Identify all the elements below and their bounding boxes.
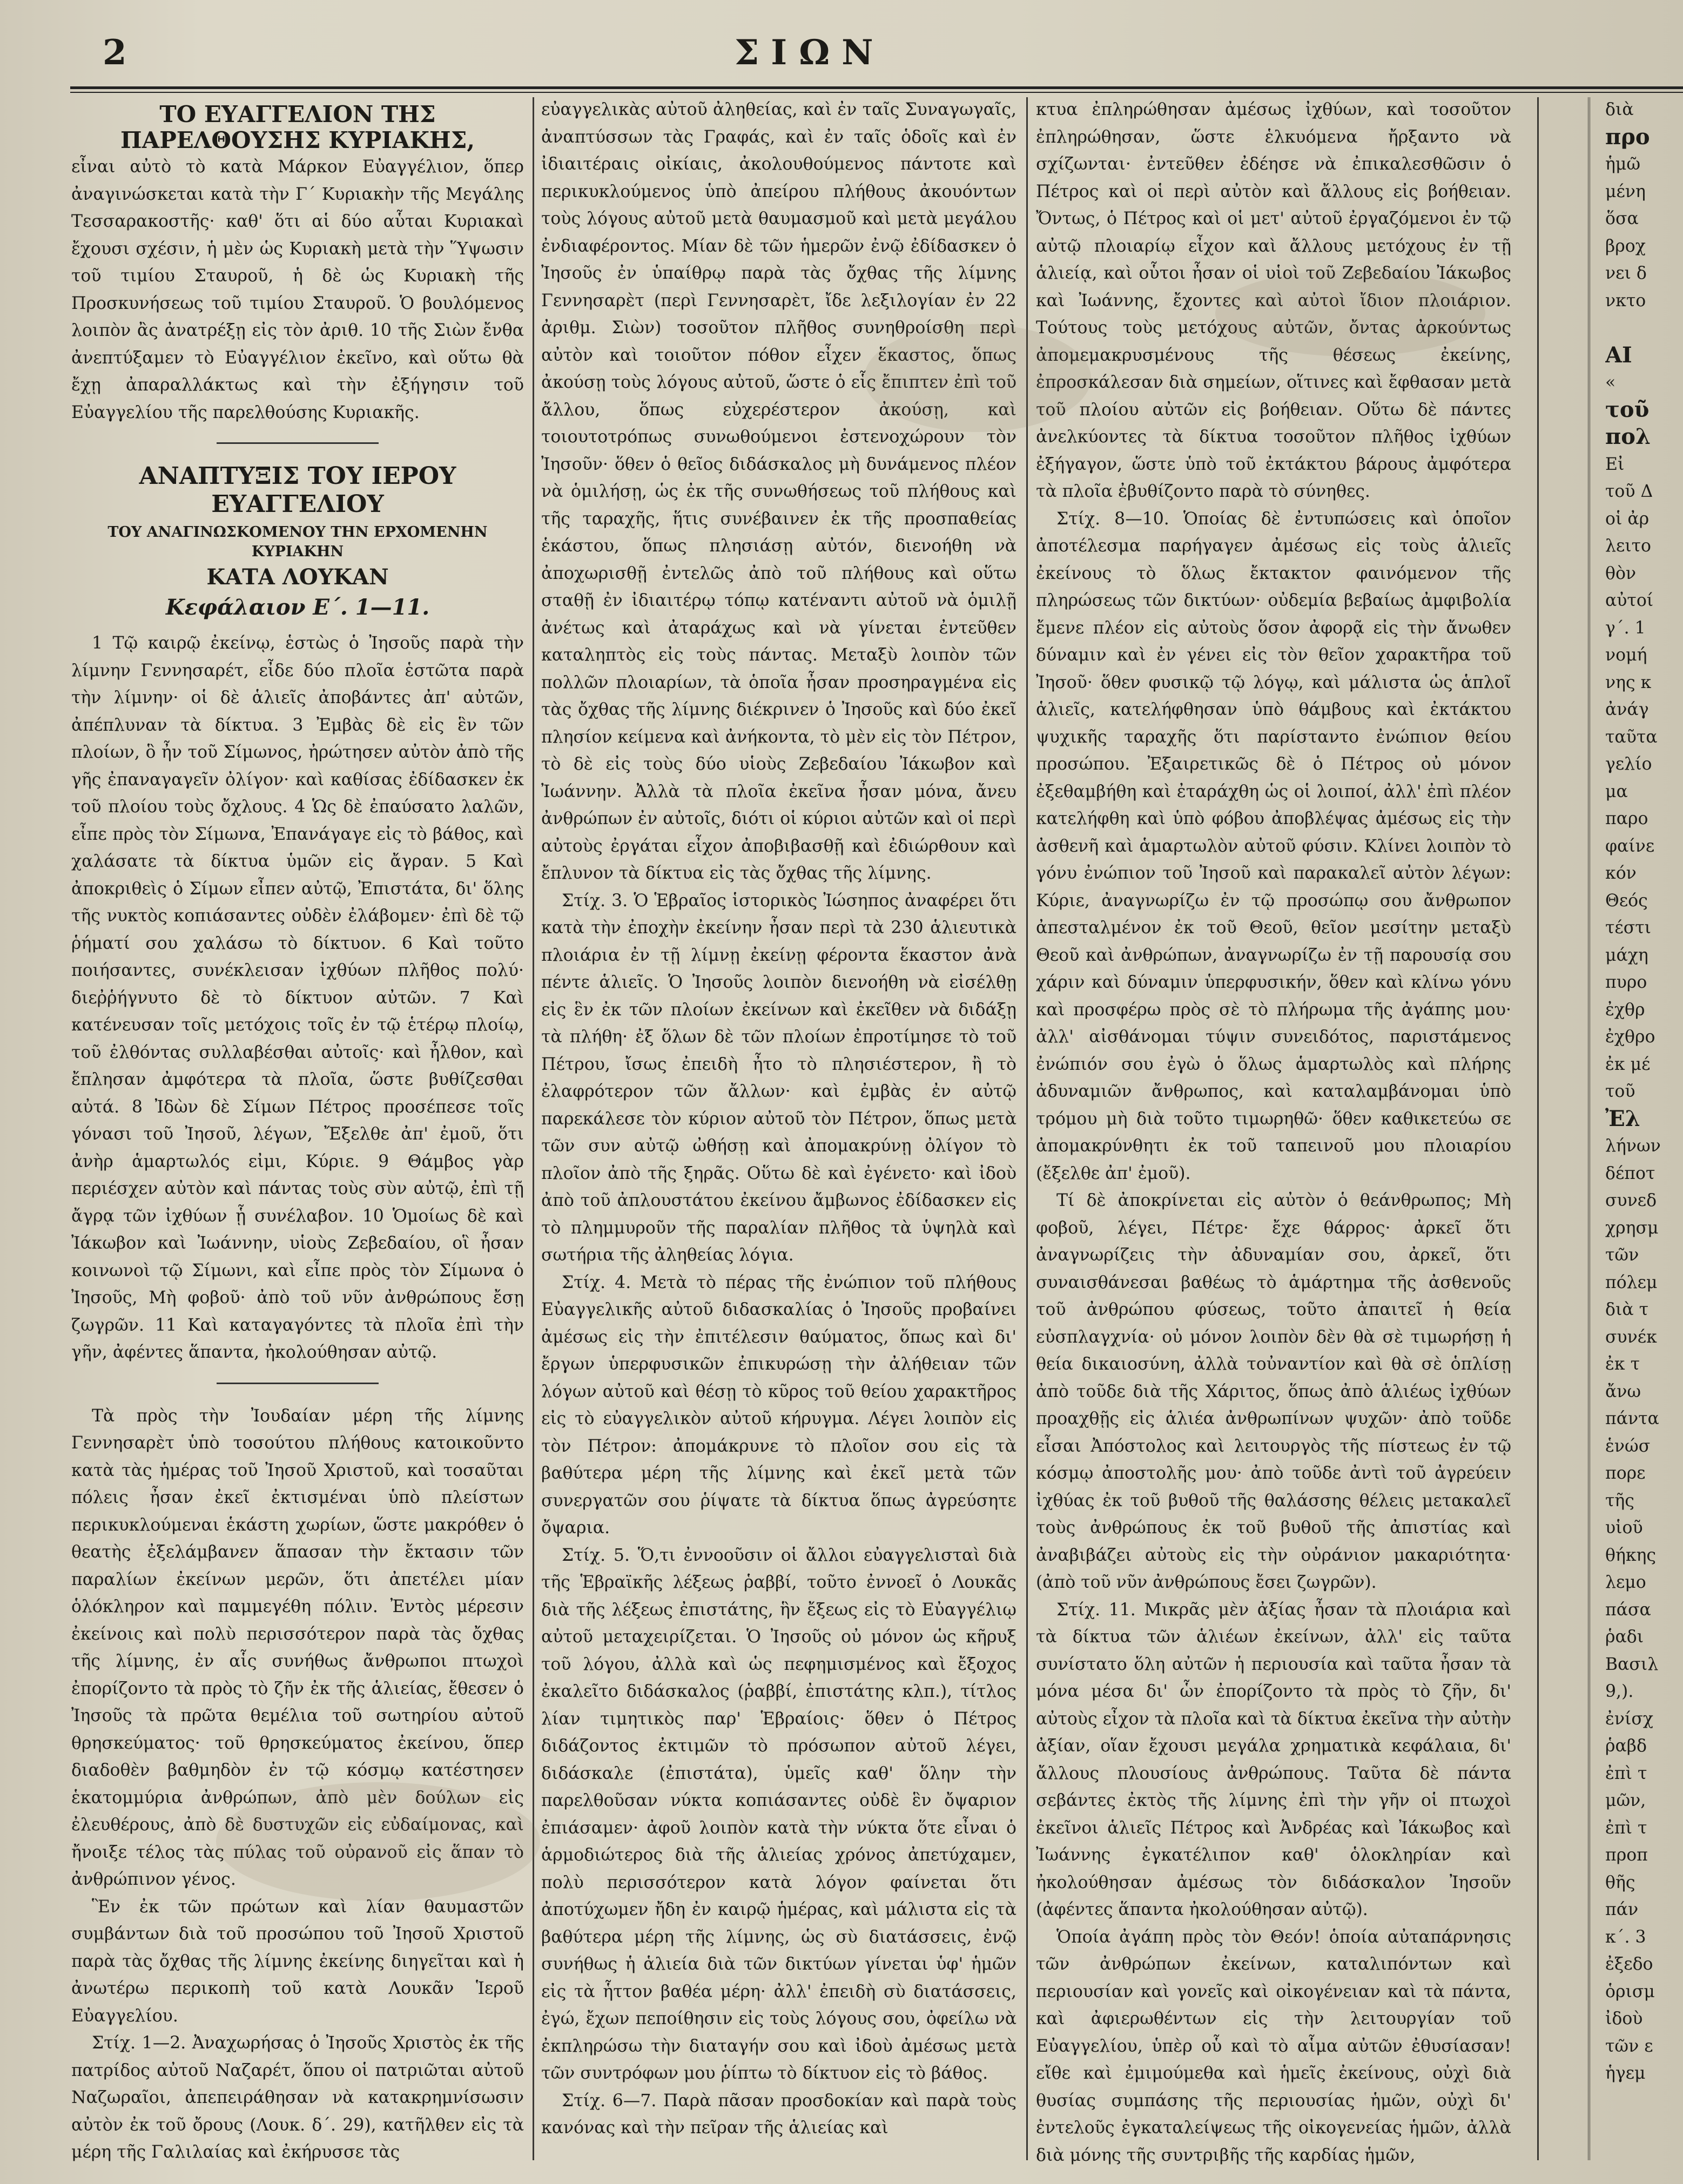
cropped-text-fragment: θὸν <box>1605 563 1637 583</box>
cropped-text-fragment: ἐξεδο <box>1605 1954 1653 1974</box>
cropped-text-fragment: δέποτ <box>1605 1163 1655 1183</box>
cropped-text-fragment: ὅσα <box>1605 209 1639 228</box>
cropped-text-fragment: ἀνάγ <box>1605 700 1649 719</box>
cropped-text-fragment: χρησμ <box>1605 1218 1659 1238</box>
commentary-paragraph: Στίχ. 6—7. Παρὰ πᾶσαν προσδοκίαν καὶ παρὰ τοὺς κανόνας καὶ τὴν πεῖραν τῆς ἁλιείας καὶ <box>541 2091 1016 2138</box>
commentary-paragraph: Στίχ. 3. Ὁ Ἑβραῖος ἱστορικὸς Ἰώσηπος ἀναφέρει ὅτι κατὰ τὴν ἐποχὴν ἐκείνην ἦσαν περὶ τὰ 230 ἁλιευτικὰ πλοιάρια ἐν τῇ λίμνῃ ἐκείνῃ φέροντα ἕκαστον ἀνὰ πέντε ἁλιεῖς. Ὁ Ἰησοῦς λοιπὸν διενοήθη νὰ εἰσέλθῃ εἰς ἓν ἐκ τῶν πλοίων ἐκείνων καὶ ἐκεῖθεν νὰ διδάξῃ τὰ πλήθη· ἐξ ὅλων δὲ τῶν πλοίων ἐπροτίμησε τὸ τοῦ Πέτρου, ἴσως ἐπειδὴ ἦτο τὸ πλησιέστερον, ἢ τὸ ἐλαφρότερον τῶν ἄλλων· καὶ ἐμβὰς ἐν αὐτῷ παρεκάλεσε τὸν κύριον αὐτοῦ τὸν Πέτρον, ὅπως μετὰ τῶν συν αὐτῷ ὠθήσῃ καὶ ἀπομακρύνῃ ὀλίγον τὸ πλοῖον ἀπὸ τῆς ξηρᾶς. Οὕτω δὲ καὶ ἐγένετο· καὶ ἰδοὺ ἀπὸ τοῦ ἀπλουστάτου ἐκείνου ἄμβωνος ἐδίδασκεν εἰς τὸ πλημμυροῦν τῆς παραλίαν πλῆθος τὰ ὑψηλὰ καὶ σωτήρια τῆς ἀληθείας λόγια. <box>541 891 1016 1265</box>
cropped-text-fragment: Βασιλ <box>1605 1654 1659 1674</box>
cropped-text-fragment: προπ <box>1605 1845 1648 1865</box>
column-4-cropped <box>1605 96 1683 2165</box>
cropped-text-fragment: 9,). <box>1605 1682 1634 1701</box>
cropped-text-fragment: συνέκ <box>1605 1327 1657 1347</box>
cropped-text-fragment: διὰ τ <box>1605 1300 1649 1319</box>
page-number: 2 <box>103 32 127 73</box>
cropped-text-fragment: πολ <box>1605 424 1651 449</box>
column-rule <box>1537 97 1539 2160</box>
cropped-text-fragment: κ΄. 3 <box>1605 1927 1646 1947</box>
cropped-text-fragment: διὰ <box>1605 100 1634 119</box>
gospel-text: 1 Τῷ καιρῷ ἐκείνῳ, ἑστὼς ὁ Ἰησοῦς παρὰ τὴν λίμνην Γεννησαρέτ, εἶδε δύο πλοῖα ἑστῶτα παρὰ τὴν λίμνην· οἱ δὲ ἁλιεῖς ἀποβάντες ἀπ' αὐτῶν, ἀπέπλυναν τὰ δίκτυα. 3 Ἐμβὰς δὲ εἰς ἓν τῶν πλοίων, ὃ ἦν τοῦ Σίμωνος, ἠρώτησεν αὐτὸν ἀπὸ τῆς γῆς ἐπαναγαγεῖν ὀλίγον· καὶ καθίσας ἐδίδασκεν ἐκ τοῦ πλοίου τοὺς ὄχλους. 4 Ὡς δὲ ἐπαύσατο λαλῶν, εἶπε πρὸς τὸν Σίμωνα, Ἐπανάγαγε εἰς τὸ βάθος, καὶ χαλάσατε τὰ δίκτυα ὑμῶν εἰς ἄγραν. 5 Καὶ ἀποκριθεὶς ὁ Σίμων εἶπεν αὐτῷ, Ἐπιστάτα, δι' ὅλης τῆς νυκτὸς κοπιάσαντες οὐδὲν ἐλάβομεν· ἐπὶ δὲ τῷ ῥήματί σου χαλάσω τὸ δίκτυον. 6 Καὶ τοῦτο ποιήσαντες, συνέκλεισαν ἰχθύων πλῆθος πολύ· διεῤῥήγνυτο δὲ τὸ δίκτυον αὐτῶν. 7 Καὶ κατένευσαν τοῖς μετόχοις τοῖς ἐν τῷ ἑτέρῳ πλοίῳ, τοῦ ἐλθόντας συλλαβέσθαι αὐτοῖς· καὶ ἦλθον, καὶ ἔπλησαν ἀμφότερα τὰ πλοῖα, ὥστε βυθίζεσθαι αὐτά. 8 Ἰδὼν δὲ Σίμων Πέτρος προσέπεσε τοῖς γόνασι τοῦ Ἰησοῦ, λέγων, Ἔξελθε ἀπ' ἐμοῦ, ὅτι ἀνὴρ ἁμαρτωλός εἰμι, Κύριε. 9 Θάμβος γὰρ περιέσχεν αὐτὸν καὶ πάντας τοὺς σὺν αὐτῷ, ἐπὶ τῇ ἄγρᾳ τῶν ἰχθύων ᾗ συνέλαβον. 10 Ὁμοίως δὲ καὶ Ἰάκωβον καὶ Ἰωάννην, υἱοὺς Ζεβεδαίου, οἳ ἦσαν κοινωνοὶ τῷ Σίμωνι, καὶ εἶπε πρὸς τὸν Σίμωνα ὁ Ἰησοῦς, Μὴ φοβοῦ· ἀπὸ τοῦ νῦν ἀνθρώπους ἔσῃ ζωγρῶν. 11 Καὶ καταγαγόντες τὰ πλοῖα ἐπὶ τὴν γῆν, ἀφέντες ἅπαντα, ἠκολούθησαν αὐτῷ. <box>71 633 524 1362</box>
commentary-paragraph: Στίχ. 11. Μικρᾶς μὲν ἀξίας ἦσαν τὰ πλοιάρια καὶ τὰ δίκτυα τῶν ἁλιέων ἐκείνων, ἀλλ' εἰς ταῦτα συνίστατο ὅλη αὐτῶν ἡ περιουσία καὶ ταῦτα ἦσαν τὰ μόνα μέσα δι' ὧν ἐπορίζοντο τὰ πρὸς τὸ ζῆν, δι' αὐτοὺς εἶχον τὰ πλοῖα καὶ τὰ δίκτυα ἐκεῖνα τὴν αὐτὴν ἀξίαν, οἵαν ἔχουσι μεγάλα χρηματικὰ κεφάλαια, δι' ἄλλους πλουσίους ἀνθρώπους. Ταῦτα δὲ πάντα σεβάντες ἐκτὸς τῆς λίμνης ἐπὶ τὴν γῆν οἱ πτωχοὶ ἐκεῖνοι ἁλιεῖς Πέτρος καὶ Ἀνδρέας καὶ Ἰάκωβος καὶ Ἰωάννης ἐγκατέλιπον καθ' ὁλοκληρίαν καὶ ἠκολούθησαν ἀμέσως τὸν διδάσκαλον Ἰησοῦν (ἀφέντες ἅπαντα ἠκολούθησαν αὐτῷ). <box>1036 1600 1511 1919</box>
cropped-text-fragment: ἐκ τ <box>1605 1354 1640 1374</box>
cropped-text-fragment: πάν <box>1605 1900 1639 1919</box>
cropped-text-fragment: συνεδ <box>1605 1191 1657 1210</box>
running-head <box>0 32 1683 81</box>
intro-paragraph: εἶναι αὐτὸ τὸ κατὰ Μάρκον Εὐαγγέλιον, ὅπερ ἀναγινώσκεται κατὰ τὴν Γ΄ Κυριακὴν τῆς Μεγάλης Τεσσαρακοστῆς· καθ' ὅτι αἱ δύο αὗται Κυριακαὶ ἔχουσι σχέσιν, ἡ μὲν ὡς Κυριακὴ μετὰ τὴν Ὕψωσιν τοῦ τιμίου Σταυροῦ, ἡ δὲ ὡς Κυριακὴ τῆς Προσκυνήσεως τοῦ τιμίου Σταυροῦ. Ὁ βουλόμενος λοιπὸν ἂς ἀνατρέξῃ εἰς τὸν ἀριθ. 10 τῆς Σιὼν ἔνθα ἀνεπτύξαμεν τὸ Εὐαγγέλιον ἐκεῖνο, καὶ οὕτω θὰ ἔχῃ ἀπαραλλάκτως καὶ τὴν ἐξήγησιν τοῦ Εὐαγγελίου τῆς παρελθούσης Κυριακῆς. <box>71 157 524 422</box>
cropped-text-fragment: λήνων <box>1605 1136 1661 1156</box>
cropped-text-fragment: ῥαβδ <box>1605 1736 1647 1756</box>
cropped-text-fragment: πάντα <box>1605 1409 1659 1428</box>
article-subtitle: ΤΟΥ ΑΝΑΓΙΝΩΣΚΟΜΕΝΟΥ ΤΗΝ ΕΡΧΟΜΕΝΗΝ ΚΥΡΙΑΚΗΝ <box>107 524 488 560</box>
cropped-text-fragment: θῆς <box>1605 1872 1635 1892</box>
cropped-text-fragment: ἐχθρ <box>1605 1000 1645 1020</box>
commentary-paragraph: κτυα ἐπληρώθησαν ἀμέσως ἰχθύων, καὶ τοσοῦτον ἐπληρώθησαν, ὥστε ἑλκυόμενα ἤρξαντο νὰ σχίζωνται· ἐντεῦθεν ἐδέησε νὰ ἐπικαλεσθῶσιν ὁ Πέτρος καὶ οἱ περὶ αὐτὸν καὶ ἄλλους εἰς βοήθειαν. Ὄντως, ὁ Πέτρος καὶ οἱ μετ' αὐτοῦ ἐργαζόμενοι ἐν τῷ αὐτῷ πλοιαρίῳ εἶχον καὶ ἄλλους μετόχους ἐν τῇ ἁλιείᾳ, καὶ οὗτοι ἦσαν οἱ υἱοὶ τοῦ Ζεβεδαίου Ἰάκωβος καὶ Ἰωάννης, ἔχοντες καὶ αὐτοὶ ἴδιον πλοιάριον. Τούτους τοὺς μετόχους αὐτῶν, ὄντας ἀρκούντως ἀπομεμακρυσμένους τῆς θέσεως ἐκείνης, ἐπροσκάλεσαν διὰ σημείων, οἵτινες καὶ ἔφθασαν μετὰ τοῦ πλοίου αὐτῶν εἰς βοήθειαν. Οὕτω δὲ πάντες ἀνελκύοντες τὰ δίκτυα τοσοῦτον πλῆθος ἰχθύων ἐξήγαγον, ὥστε ὑπὸ τοῦ ἐκτάκτου βάρους ἀμφότερα τὰ πλοῖα ἐβυθίζοντο παρὰ τὸ σύνηθες. <box>1036 100 1511 501</box>
cropped-text-fragment: ταῦτα <box>1605 727 1658 747</box>
column-1 <box>71 96 524 2165</box>
cropped-text-fragment: ἐκ μέ <box>1605 1054 1651 1074</box>
cropped-text-fragment: πόλεμ <box>1605 1272 1658 1292</box>
commentary-paragraph: Τί δὲ ἀποκρίνεται εἰς αὐτὸν ὁ θεάνθρωπος; Μὴ φοβοῦ, λέγει, Πέτρε· ἔχε θάρρος· ἀρκεῖ ὅτι ἀναγνωρίζεις τὴν ἀδυναμίαν σου, ἀρκεῖ, ὅτι συναισθάνεσαι βαθέως τὸ ἁμάρτημα τῆς ἀσθενοῦς τοῦ ἀνθρώπου φύσεως, τοῦτο ἀπαιτεῖ ἡ θεία εὐσπλαγχνία· οὐ μόνον λοιπὸν δὲν θὰ σὲ τιμωρήσῃ ἡ θεία δικαιοσύνη, ἀλλὰ τοὐναντίον καὶ θὰ σὲ ὁπλίσῃ ἀπὸ τοῦδε διὰ τῆς Χάριτος, ὅπως ἀπὸ ἁλιέως ἰχθύων προαχθῇς εἰς ἁλιέα ἀνθρωπίνων ψυχῶν· ἀπὸ τοῦδε εἶσαι Ἀπόστολος καὶ λειτουργὸς τῆς πίστεως ἐν τῷ κόσμῳ ἀποστολῆς μου· ἀπὸ τοῦδε ἀντὶ τοῦ ἀγρεύειν ἰχθύας ἐκ τοῦ βυθοῦ τῆς θαλάσσης θέλεις μετακαλεῖ τοὺς ἀνθρώπους ἐκ τοῦ βυθοῦ τῆς ἀπιστίας καὶ ἀναβιβάζει αὐτοὺς εἰς τὴν οὐράνιον μακαριότητα· (ἀπὸ τοῦ νῦν ἀνθρώπους ἔσει ζωγρῶν). <box>1036 1191 1511 1592</box>
article-title-gospel: ΑΝΑΠΤΥΞΙΣ ΤΟΥ ΙΕΡΟΥ ΕΥΑΓΓΕΛΙΟΥ <box>139 462 456 518</box>
cropped-text-fragment: ῥαδι <box>1605 1627 1644 1647</box>
cropped-text-fragment: τέστι <box>1605 918 1652 938</box>
commentary-paragraph: Στίχ. 5. Ὅ,τι ἐννοοῦσιν οἱ ἄλλοι εὐαγγελισταὶ διὰ τῆς Ἑβραϊκῆς λέξεως ῥαββί, τοῦτο ἐννοεῖ ὁ Λουκᾶς διὰ τῆς λέξεως ἐπιστάτης, ἣν ἔξεως εἰς τὸ Εὐαγγέλιῳ αὐτοῦ μεταχειρίζεται. Ὁ Ἰησοῦς οὐ μόνον ὡς κῆρυξ τοῦ λόγου, ἀλλὰ καὶ ὡς πεφημισμένος καὶ ἔξοχος ἐκαλεῖτο διδάσκαλος (ῥαββί, ἐπιστάτης κλπ.), τίτλος λίαν τιμητικὸς παρ' Ἑβραίοις· ὅθεν ὁ Πέτρος διδάζοντος ἐκτιμῶν τὸ πρόσωπον αὐτοῦ λέγει, διδάσκαλε (ἐπιστάτα), ὑμεῖς καθ' ὅλην τὴν παρελθοῦσαν νύκτα κοπιάσαντες οὐδὲ ἓν ὄψαριον ἐπιάσαμεν· ἀφοῦ λοιπὸν κατὰ τὴν νύκτα ὅτε εἶναι ὁ ἁρμοδιώτερος διὰ τῆς ἁλιείας χρόνος ἀπετύχαμεν, πολὺ περισσότερον κατὰ λόγον φαίνεται ὅτι ἀποτύχωμεν ἤδη ἐν καιρῷ ἡμέρας, καὶ μάλιστα εἰς τὰ βαθύτερα μέρη τῆς λίμνης, ὡς σὺ διατάσσεις, ἐνῷ συνήθως ἡ ἁλιεία διὰ τῶν δικτύων γίνεται ὑφ' ἡμῶν εἰς τὰ ἧττον βαθέα μέρη· ἀλλ' ἐπειδὴ σὺ διατάσσεις, ἐγώ, ἔχων πεποίθησιν εἰς τοὺς λόγους σου, ὀφείλω νὰ ἐκπληρώσω τὴν διαταγήν σου καὶ ἰδοὺ ἀμέσως μετὰ τῶν συντρόφων μου ῥίπτω τὸ δίκτυον εἰς τὸ βάθος. <box>541 1545 1016 2083</box>
cropped-text-fragment: πάσα <box>1605 1600 1651 1620</box>
cropped-text-fragment: προ <box>1605 124 1650 150</box>
cropped-text-fragment: Ἐλ <box>1605 1106 1640 1131</box>
cropped-text-fragment: νομή <box>1605 645 1647 665</box>
cropped-text-fragment: οἱ ἀρ <box>1605 509 1650 529</box>
cropped-text-fragment: γ΄. 1 <box>1605 618 1646 638</box>
cropped-text-fragment: ὁρισμ <box>1605 1981 1655 2001</box>
section-divider <box>217 1383 379 1384</box>
chapter-heading: Κεφάλαιον Ε΄. 1—11. <box>165 595 430 620</box>
cropped-text-fragment: μα <box>1605 781 1628 801</box>
header-rule <box>70 86 1683 93</box>
cropped-text-fragment: υἱοῦ <box>1605 1518 1643 1538</box>
article-title-previous-sunday: ΤΟ ΕΥΑΓΓΕΛΙΟΝ ΤΗΣ ΠΑΡΕΛΘΟΥΣΗΣ ΚΥΡΙΑΚΗΣ, <box>120 101 475 153</box>
cropped-text-fragment: παρο <box>1605 809 1648 828</box>
cropped-text-fragment: ἡγεμ <box>1605 2064 1646 2083</box>
cropped-text-fragment: τοῦ <box>1605 1082 1635 1101</box>
cropped-text-fragment: τῶν ε <box>1605 2036 1653 2056</box>
cropped-text-fragment: κόν <box>1605 864 1637 883</box>
commentary-paragraph: Ἓν ἐκ τῶν πρώτων καὶ λίαν θαυμαστῶν συμβάντων διὰ τοῦ προσώπου τοῦ Ἰησοῦ Χριστοῦ παρὰ τὰς ὄχθας τῆς λίμνης ἐκείνης διηγεῖται καὶ ἡ ἀνωτέρω περικοπὴ τοῦ κατὰ Λουκᾶν Ἱεροῦ Εὐαγγελίου. <box>71 1897 524 2026</box>
cropped-text-fragment: τοῦ <box>1605 396 1650 422</box>
cropped-text-fragment: τοῦ Δ <box>1605 482 1653 501</box>
cropped-text-fragment: αὐτοί <box>1605 591 1654 610</box>
cropped-text-fragment: νκτο <box>1605 291 1646 311</box>
masthead-title: ΣΙΩΝ <box>735 32 885 73</box>
cropped-text-fragment: Εἰ <box>1605 454 1625 474</box>
cropped-text-fragment: ἐπὶ τ <box>1605 1763 1647 1783</box>
cropped-text-fragment: μάχη <box>1605 945 1648 965</box>
cropped-text-fragment: ἐπὶ τ <box>1605 1818 1647 1838</box>
cropped-text-fragment: μένη <box>1605 181 1646 201</box>
cropped-text-fragment: ἑνώσ <box>1605 1436 1651 1456</box>
commentary-paragraph: Ὁποία ἀγάπη πρὸς τὸν Θεόν! ὁποία αὐταπάρνησις τῶν ἀνθρώπων ἐκείνων, καταλιπόντων καὶ περιουσίαν καὶ γονεῖς καὶ οἰκογένειαν καὶ τὰ πάντα, καὶ ἀφιερωθέντων εἰς τὴν λειτουργίαν τοῦ Εὐαγγελίου, ὑπὲρ οὗ καὶ τὸ αἷμα αὐτῶν ἐθυσίασαν! εἴθε καὶ ἐμιμούμεθα καὶ ἡμεῖς ἐκείνους, οὐχὶ διὰ θυσίας συμπάσης τῆς περιουσίας ἡμῶν, οὐχὶ δι' ἐντελοῦς ἐγκαταλείψεως τῆς οἰκογενείας ἡμῶν, ἀλλὰ διὰ μόνης τῆς συντριβῆς τῆς καρδίας ἡμῶν, <box>1036 1927 1511 2165</box>
cropped-text-fragment: λεμο <box>1605 1573 1646 1592</box>
column-rule <box>1026 97 1028 2160</box>
cropped-text-fragment: ἄνω <box>1605 1381 1641 1401</box>
section-divider <box>217 442 379 444</box>
cropped-text-fragment: νει δ <box>1605 264 1647 283</box>
commentary-paragraph: Στίχ. 8—10. Ὁποίας δὲ ἐντυπώσεις καὶ ὁποῖον ἀποτέλεσμα παρήγαγεν ἀμέσως εἰς τοὺς ἁλιεῖς ἐκείνους τὸ ὅλως ἔκτακτον φαινόμενον τῆς πληρώσεως τῶν δικτύων· οὐδεμία βεβαίως ἀμφιβολία ἔμενε πλέον εἰς αὐτοὺς ὅσον ἀφορᾷ εἰς τὴν ἄνωθεν δύναμιν καὶ ἐν γένει εἰς τὸν θεῖον χαρακτῆρα τοῦ Ἰησοῦ· ὅθεν φυσικῷ τῷ λόγῳ, καὶ μάλιστα ὡς ἁπλοῖ ἁλιεῖς, κατελήφθησαν ὑπὸ θάμβους καὶ ἐκτάκτου ψυχικῆς ταραχῆς ὅτι παρίσταντο ἐνώπιον θείου προσώπου. Ἐξαιρετικῶς δὲ ὁ Πέτρος οὐ μόνον ἐξεθαμβήθη καὶ ἐταράχθη ὡς οἱ λοιποί, ἀλλ' ἐπὶ πλέον κατελήφθη καὶ ὑπὸ φόβου ἀποβλέψας ἀμέσως εἰς τὴν ἀσθενῆ καὶ ἁμαρτωλὸν αὐτοῦ φύσιν. Κλίνει λοιπὸν τὸ γόνυ ἐνώπιον τοῦ Ἰησοῦ καὶ παρακαλεῖ αὐτὸν λέγων: Κύριε, ἀναγνωρίζω ἐν τῷ προσώπῳ σου ἄνθρωπον ἀπεσταλμένον ἐκ τοῦ Θεοῦ, θεῖον μεσίτην μεταξὺ Θεοῦ καὶ ἀνθρώπων, ἀναγνωρίζω ἐν τῇ παρουσίᾳ σου χάριν καὶ δύναμιν ὑπερφυσικήν, ὅθεν καὶ κλίνω γόνυ καὶ προσφέρω πρὸς σὲ τὸ πλήρωμα τῆς ἀγάπης μου· ἀλλ' αἰσθάνομαι τύψιν συνειδότος, παριστάμενος ἐνώπιόν σου ἐγὼ ὁ ὅλως ἁμαρτωλὸς καὶ πλήρης ἀδυναμιῶν ἄνθρωπος, καὶ καταλαμβάνομαι ὑπὸ τρόμου μὴ διὰ τοῦτο τιμωρηθῶ· ὅθεν καθικετεύω σε ἀπομακρύνθητι ἐκ τοῦ ταπεινοῦ μου πλοιαρίου (ἔξελθε ἀπ' ἐμοῦ). <box>1036 509 1511 1183</box>
cropped-text-fragment: φαίνε <box>1605 836 1655 856</box>
column-rule <box>1588 97 1590 2160</box>
cropped-text-fragment: πυρο <box>1605 973 1647 992</box>
cropped-text-fragment: πορε <box>1605 1464 1646 1483</box>
cropped-text-fragment: λειτο <box>1605 536 1652 556</box>
cropped-text-fragment: ἡμῶ <box>1605 154 1641 174</box>
commentary-paragraph: Στίχ. 1—2. Ἀναχωρήσας ὁ Ἰησοῦς Χριστὸς ἐκ τῆς πατρίδος αὐτοῦ Ναζαρέτ, ὅπου οἱ πατριῶται αὐτοῦ Ναζωραῖοι, ἀπεπειράθησαν νὰ κατακρημνίσωσιν αὐτὸν ἐκ τοῦ ὄρους (Λουκ. δ΄. 29), κατῆλθεν εἰς τὰ μέρη τῆς Γαλιλαίας καὶ ἐκήρυσσε τὰς <box>71 2033 524 2162</box>
gospel-author-heading: ΚΑΤΑ ΛΟΥΚΑΝ <box>206 564 389 590</box>
cropped-text-fragment: ἐχθρο <box>1605 1027 1655 1047</box>
column-3 <box>1036 96 1511 2165</box>
cropped-text-fragment: τῶν <box>1605 1245 1639 1265</box>
column-2 <box>541 96 1016 2165</box>
commentary-paragraph: Στίχ. 4. Μετὰ τὸ πέρας τῆς ἐνώπιον τοῦ πλήθους Εὐαγγελικῆς αὐτοῦ διδασκαλίας ὁ Ἰησοῦς προβαίνει ἀμέσως εἰς τὴν ἐπιτέλεσιν θαύματος, ὅπως καὶ δι' ἔργων ὑπερφυσικῶν ἐπικυρώσῃ τὴν ἀλήθειαν τῶν λόγων αὐτοῦ καὶ θέσῃ τὸ κῦρος τοῦ θείου χαρακτῆρος εἰς τὸ εὐαγγελικὸν αὐτοῦ κήρυγμα. Λέγει λοιπὸν εἰς τὸν Πέτρον: ἀπομάκρυνε τὸ πλοῖον σου εἰς τὰ βαθύτερα μέρη τῆς λίμνης καὶ ἐκεῖ μετὰ τῶν συνεργατῶν σου ῥίψατε τὰ δίκτυα ὅπως ἀγρεύσητε ὄψαρια. <box>541 1272 1016 1538</box>
commentary-paragraph: Τὰ πρὸς τὴν Ἰουδαίαν μέρη τῆς λίμνης Γεννησαρὲτ ὑπὸ τοσούτου πλήθους κατοικοῦντο κατὰ τὰς ἡμέρας τοῦ Ἰησοῦ Χριστοῦ, καὶ τοσαῦται πόλεις ἦσαν ἐκεῖ ἐκτισμέναι ὑπὸ πλείστων περικυκλούμεναι ἑκάστη χωρίων, ὥστε μακρόθεν ὁ θεατὴς ἐξελάμβανεν ἅπασαν τὴν ἔκτασιν τῶν παραλίων ἐκείνων μερῶν, ὅτι ἀπετέλει μίαν ὁλόκληρον καὶ παμμεγέθη πόλιν. Ἐντὸς μέρεσιν ἐκείνοις καὶ πολὺ περισσότερον παρὰ τὰς ὄχθας τῆς λίμνης, ἐν αἷς συνήθως ἄνθρωποι πτωχοὶ ἐπορίζοντο τὰ πρὸς τὸ ζῆν ἐκ τῆς ἁλιείας, ἔθεσεν ὁ Ἰησοῦς τὰ πρῶτα θεμέλια τοῦ σωτηρίου αὐτοῦ θρησκεύματος· τοῦ θρησκεύματος ἐκείνου, ὅπερ διαδοθὲν βαθμηδὸν ἐν τῷ κόσμῳ κατέστησεν ἑκατομμύρια ἀνθρώπων, ἀπὸ μὲν δούλων εἰς ἐλευθέρους, ἀπὸ δὲ δυστυχῶν εἰς εὐδαίμονας, καὶ ἤνοιξε τέλος τὰς πύλας τοῦ οὐρανοῦ εἰς ἅπαν τὸ ἀνθρώπινον γένος. <box>71 1406 524 1889</box>
commentary-paragraph: εὐαγγελικὰς αὐτοῦ ἀληθείας, καὶ ἐν ταῖς Συναγωγαῖς, ἀναπτύσσων τὰς Γραφάς, καὶ ἐν ταῖς ὁδοῖς καὶ ἐν ἰδιαιτέραις οἰκίαις, ἀκολουθούμενος πάντοτε καὶ περικυκλούμενος ὑπὸ ἀπείρου πλήθους ἀκουόντων τοὺς λόγους αὐτοῦ μετὰ θαυμασμοῦ καὶ μετὰ μεγάλου ἐνδιαφέροντος. Μίαν δὲ τῶν ἡμερῶν ἐνῷ ἐδίδασκεν ὁ Ἰησοῦς ἐν ὑπαίθρῳ παρὰ τὰς ὄχθας τῆς λίμνης Γεννησαρὲτ (περὶ Γεννησαρὲτ, ἴδε λεξιλογίαν ἐν 22 ἀριθμ. Σιὼν) τοσοῦτον πλῆθος συνηθροίσθη περὶ αὐτὸν καὶ τοιοῦτον πόθον εἶχεν ἕκαστος, ὅπως ἀκούσῃ τοὺς λόγους αὐτοῦ, ὥστε ὁ εἷς ἔπιπτεν ἐπὶ τοῦ ἄλλου, ὅπως εὐχερέστερον ἀκούσῃ, καὶ τοιουτοτρόπως συνωθούμενοι ἐστενοχώρουν τὸν Ἰησοῦν· ὅθεν ὁ θεῖος διδάσκαλος μὴ δυνάμενος πλέον νὰ ὁμιλήσῃ, ὡς ἐκ τῆς συνωθήσεως τοῦ πλήθους καὶ τῆς ταραχῆς, ἥτις συνέβαινεν ἐκ τῆς προσπαθείας ἑκάστου, ὅπως πλησιάσῃ αὐτόν, διενοήθη νὰ ἀποχωρισθῇ ἐντελῶς ἀπὸ τοῦ πλήθους καὶ οὕτω σταθῇ ἐν ἰδιαιτέρῳ τόπῳ κατέναντι αὐτοῦ νὰ ὁμιλῇ ἀνέτως καὶ ἀταράχως καὶ νὰ γίνεται ἐντεῦθεν καταληπτὸς εἰς τοὺς πάντας. Μεταξὺ λοιπὸν τῶν πολλῶν πλοιαρίων, τὰ ὁποῖα ἦσαν προσηραγμένα εἰς τὰς ὄχθας τῆς λίμνης διέκρινεν ὁ Ἰησοῦς καὶ δύο ἐκεῖ πλησίον κείμενα καὶ ἀνήκοντα, τὸ μὲν εἰς τὸν Πέτρον, τὸ δὲ εἰς τοὺς δύο υἱοὺς Ζεβεδαίου Ἰάκωβον καὶ Ἰωάννην. Ἀλλὰ τὰ πλοῖα ἐκεῖνα ἦσαν μόνα, ἄνευ ἀνθρώπων ἐν αὐτοῖς, διότι οἱ κύριοι αὐτῶν καὶ οἱ περὶ αὐτοὺς ἐργάται εἶχον ἀποβιβασθῇ καὶ ἐδιώρθουν καὶ ἔπλυνον τὰ δίκτυα εἰς τὰς ὄχθας τῆς λίμνης. <box>541 100 1016 883</box>
cropped-text-fragment: « <box>1605 373 1616 392</box>
column-rule <box>533 97 534 2160</box>
cropped-text-fragment: θήκης <box>1605 1545 1657 1565</box>
cropped-text-fragment <box>1605 314 1683 342</box>
cropped-text-fragment: νης κ <box>1605 672 1652 692</box>
cropped-text-fragment: τῆς <box>1605 1491 1634 1511</box>
cropped-text-fragment: βροχ <box>1605 236 1646 256</box>
cropped-text-fragment: ἰδοὺ <box>1605 2009 1643 2028</box>
cropped-text-fragment: μῶν, <box>1605 1791 1646 1810</box>
cropped-text-fragment: ΑΙ <box>1605 342 1632 368</box>
cropped-text-fragment: Θεός <box>1605 891 1648 911</box>
cropped-text-fragment: ἐνίσχ <box>1605 1709 1653 1729</box>
cropped-text-fragment: γελίο <box>1605 754 1652 774</box>
